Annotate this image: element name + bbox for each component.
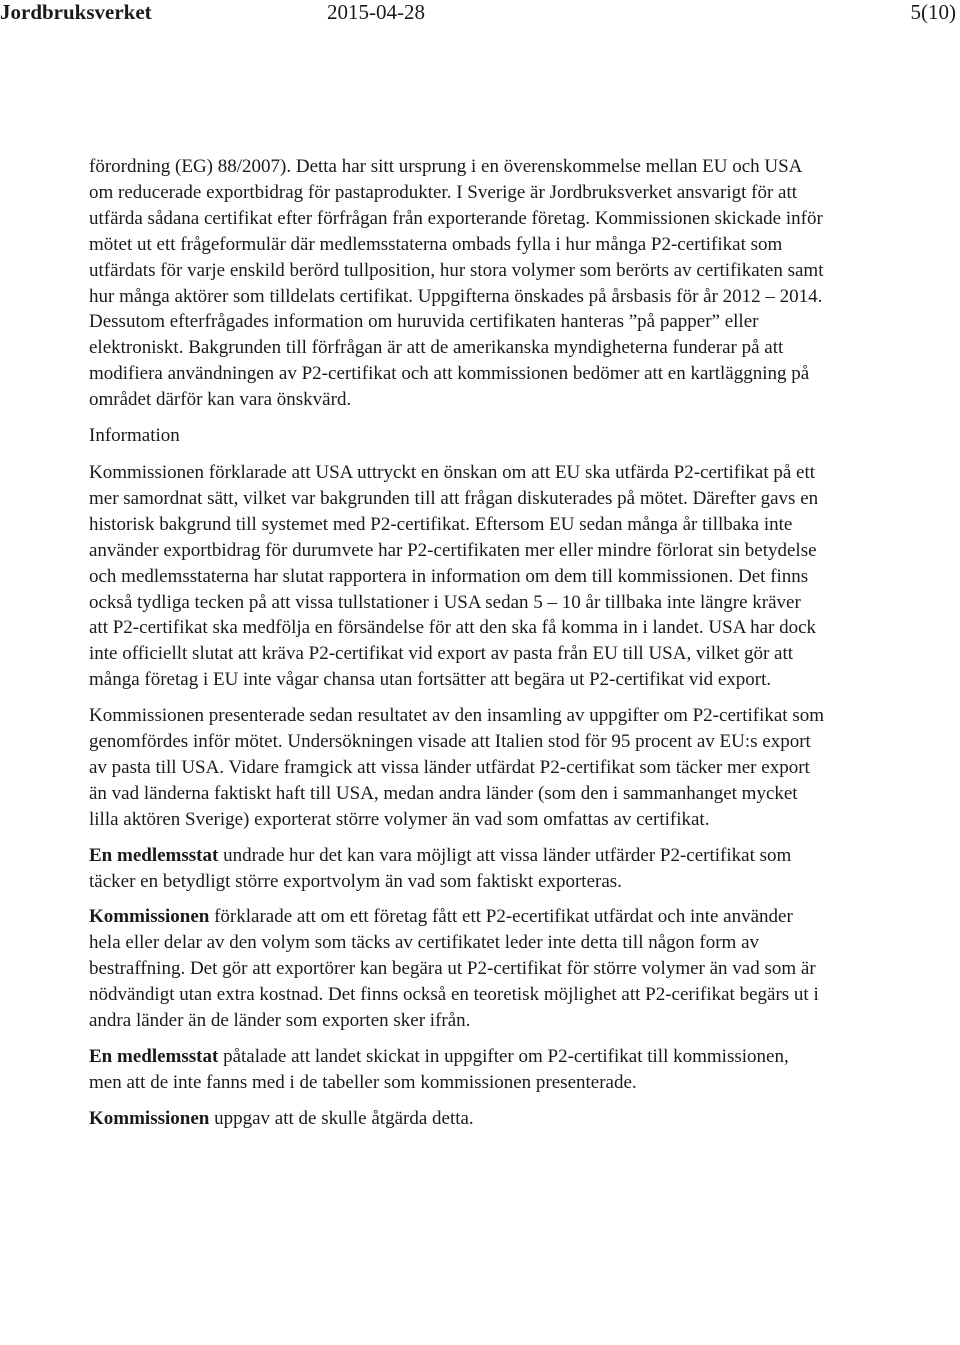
paragraph-commission-explanation: Kommissionen förklarade att USA uttryckt en önskan om att EU ska utfärda P2-certifikat på ett mer samordnat sätt, vilket var bakgrunden till att frågan diskuterades på mötet. Därefter gavs en historisk bakgrund till systemet med P2-certifikat. Eftersom EU sedan många år tillbaka inte använder exportbidrag för durumvete har P2-certifikaten mer eller mindre förlorat sin betydelse och medlemsstaterna har slutat rapportera in information om dem till kommissionen. Det finns också tydliga tecken på att vissa tullstationer i USA sedan 5 – 10 år tillbaka inte längre kräver att P2-certifikat ska medfölja en försändelse för att den ska få komma in i landet. USA har dock inte officiellt slutat att kräva P2-certifikat vid export av pasta från EU till USA, vilket gör att många företag i EU inte vågar chansa utan fortsätter att begära ut P2-certifikat vid export.: [89, 461, 819, 691]
paragraph-intro: förordning (EG) 88/2007). Detta har sitt ursprung i en överenskommelse mellan EU och USA om reducerade exportbidrag för pastaprodukter. I Sverige är Jordbruksverket ansvarigt för att utfärda sådana certifikat efter förfrågan från exporterande företag. Kommissionen skickade inför mötet ut ett frågeformulär där medlemsstaterna ombads fylla i hur många P2-certifikat som utfärdats för varje enskild berörd tullposition, hur stora volymer som berörts av certifikaten samt hur många aktörer som tilldelats certifikat. Uppgifterna önskades på årsbasis för år 2012 – 2014. Dessutom efterfrågades information om huruvida certifikaten hanteras ”på papper” eller elektroniskt. Bakgrunden till förfrågan är att de amerikanska myndigheterna funderar på att modifiera användningen av P2-certifikat och att kommissionen bedömer att en kartläggning på området därför kan vara önskvärd.: [89, 156, 824, 411]
paragraph-member-state-remark: [89, 1044, 824, 1096]
page-header: [0, 0, 960, 30]
paragraph-member-state-question: [89, 843, 824, 895]
paragraph-text: uppgav att de skulle åtgärda detta.: [209, 1107, 474, 1129]
document-body: [89, 154, 824, 1142]
section-heading-information: Information: [89, 425, 180, 447]
paragraph-text: undrade hur det kan vara möjligt att vissa länder utfärder P2-certifikat som täcker en betydligt större exportvolym än vad som faktiskt exporteras.: [89, 844, 792, 892]
paragraph-commission-answer: [89, 904, 824, 1034]
paragraph-commission-response: [89, 1106, 824, 1132]
speaker-label: Kommissionen: [89, 906, 210, 928]
speaker-label: Kommissionen: [89, 1107, 210, 1129]
paragraph-text: påtalade att landet skickat in uppgifter om P2-certifikat till kommissionen, men att de inte fanns med i de tabeller som kommissionen presenterade.: [89, 1046, 789, 1093]
speaker-label: En medlemsstat: [89, 1046, 219, 1067]
paragraph-text: förklarade att om ett företag fått ett P2-ecertifikat utfärdat och inte använder hela eller delar av den volym som täcks av certifikatet leder inte detta till någon form av bestraffning. Det gör att exportörer kan begära ut P2-certifikat för större volymer än vad som är nödvändigt utan extra kostnad. Det finns också en teoretisk möjlighet att P2-cerifikat begärs ut i andra länder än de länder som exporten sker ifrån.: [89, 906, 819, 1032]
header-organization: Jordbruksverket: [0, 0, 152, 24]
speaker-label: En medlemsstat: [89, 844, 219, 866]
paragraph-survey-results: Kommissionen presenterade sedan resultatet av den insamling av uppgifter om P2-certifikat som genomfördes inför mötet. Undersökningen visade att Italien stod för 95 procent av EU:s export av pasta till USA. Vidare framgick att vissa länder utfärdat P2-certifikat som täcker mer export än vad länderna faktiskt haft till USA, medan andra länder (som den i sammanhanget mycket lilla aktören Sverige) exporterat större volymer än vad som omfattas av certifikat.: [89, 705, 824, 830]
header-page-number: 5(10): [910, 0, 956, 24]
header-date: 2015-04-28: [327, 0, 425, 24]
